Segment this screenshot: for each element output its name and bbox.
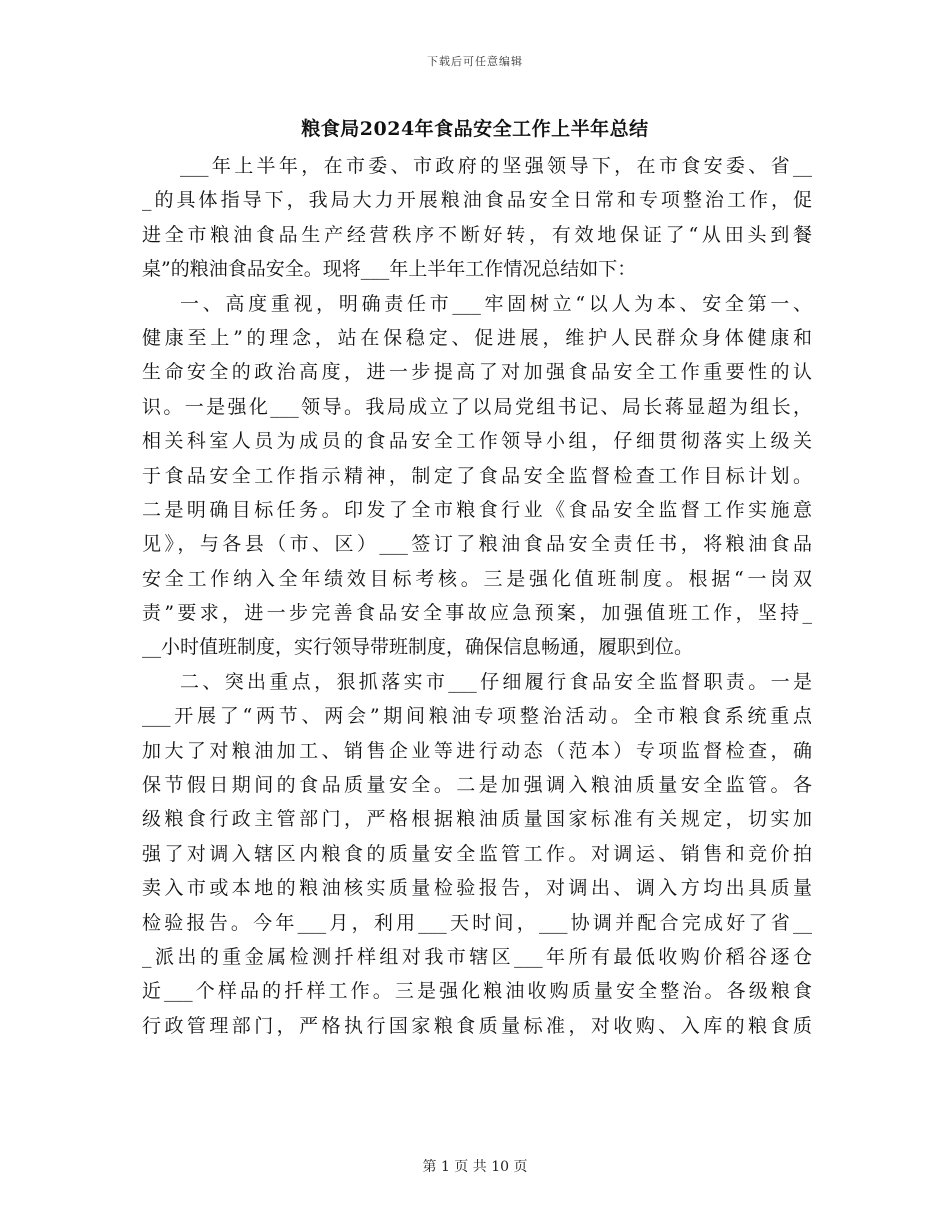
body-line: 级粮食行政主管部门，严格根据粮油质量国家标准有关规定，切实加 [142, 808, 812, 831]
body-line: 二是明确目标任务。印发了全市粮食行业《食品安全监督工作实施意 [142, 498, 812, 521]
body-line: 二、突出重点，狠抓落实市___仔细履行食品安全监督职责。一是 [180, 670, 812, 693]
body-line: __小时值班制度，实行领导带班制度，确保信息畅通，履职到位。 [142, 636, 694, 659]
body-line: 一、高度重视，明确责任市___牢固树立“以人为本、安全第一、 [180, 292, 812, 315]
body-line: ___年上半年，在市委、市政府的坚强领导下，在市食安委、省__ [180, 155, 812, 177]
body-line: ___开展了“两节、两会”期间粮油专项整治活动。全市粮食系统重点 [142, 705, 812, 728]
body-line: 于食品安全工作指示精神，制定了食品安全监督检查工作目标计划。 [142, 464, 812, 487]
body-line: 见》，与各县（市、区）___签订了粮油食品安全责任书，将粮油食品 [142, 533, 812, 556]
body-line: _的具体指导下，我局大力开展粮油食品安全日常和专项整治工作，促 [142, 189, 812, 212]
body-line: 相关科室人员为成员的食品安全工作领导小组，仔细贯彻落实上级关 [142, 430, 812, 453]
body-line: _派出的重金属检测扦样组对我市辖区___年所有最低收购价稻谷逐仓 [142, 945, 812, 968]
body-line: 识。一是强化___领导。我局成立了以局党组书记、局长蒋显超为组长， [142, 395, 812, 418]
body-line: 检验报告。今年___月，利用___天时间，___协调并配合完成好了省__ [142, 911, 812, 934]
body-line: 桌”的粮油食品安全。现将___年上半年工作情况总结如下： [142, 258, 637, 281]
body-line: 生命安全的政治高度，进一步提高了对加强食品安全工作重要性的认 [142, 361, 812, 384]
body-line: 责”要求，进一步完善食品安全事故应急预案，加强值班工作，坚持_ [142, 602, 812, 625]
body-line: 安全工作纳入全年绩效目标考核。三是强化值班制度。根据“一岗双 [142, 567, 812, 590]
body-line: 强了对调入辖区内粮食的质量安全监管工作。对调运、销售和竞价拍 [142, 842, 812, 865]
body-line: 行政管理部门，严格执行国家粮食质量标准，对收购、入库的粮食质 [142, 1014, 812, 1037]
document-body [142, 149, 812, 1043]
body-line: 健康至上”的理念，站在保稳定、促进展，维护人民群众身体健康和 [142, 326, 812, 349]
body-line: 近___个样品的扦样工作。三是强化粮油收购质量安全整治。各级粮食 [142, 980, 812, 1003]
body-line: 进全市粮油食品生产经营秩序不断好转，有效地保证了“从田头到餐 [142, 223, 812, 246]
body-line: 加大了对粮油加工、销售企业等进行动态（范本）专项监督检查，确 [142, 739, 812, 762]
document-title: 粮食局2024年食品安全工作上半年总结 [301, 118, 649, 140]
body-line: 保节假日期间的食品质量安全。二是加强调入粮油质量安全监管。各 [142, 774, 812, 797]
page-number-footer: 第 1 页 共 10 页 [422, 1159, 528, 1175]
body-line: 卖入市或本地的粮油核实质量检验报告，对调出、调入方均出具质量 [142, 877, 812, 900]
header-note: 下载后可任意编辑 [427, 55, 523, 68]
